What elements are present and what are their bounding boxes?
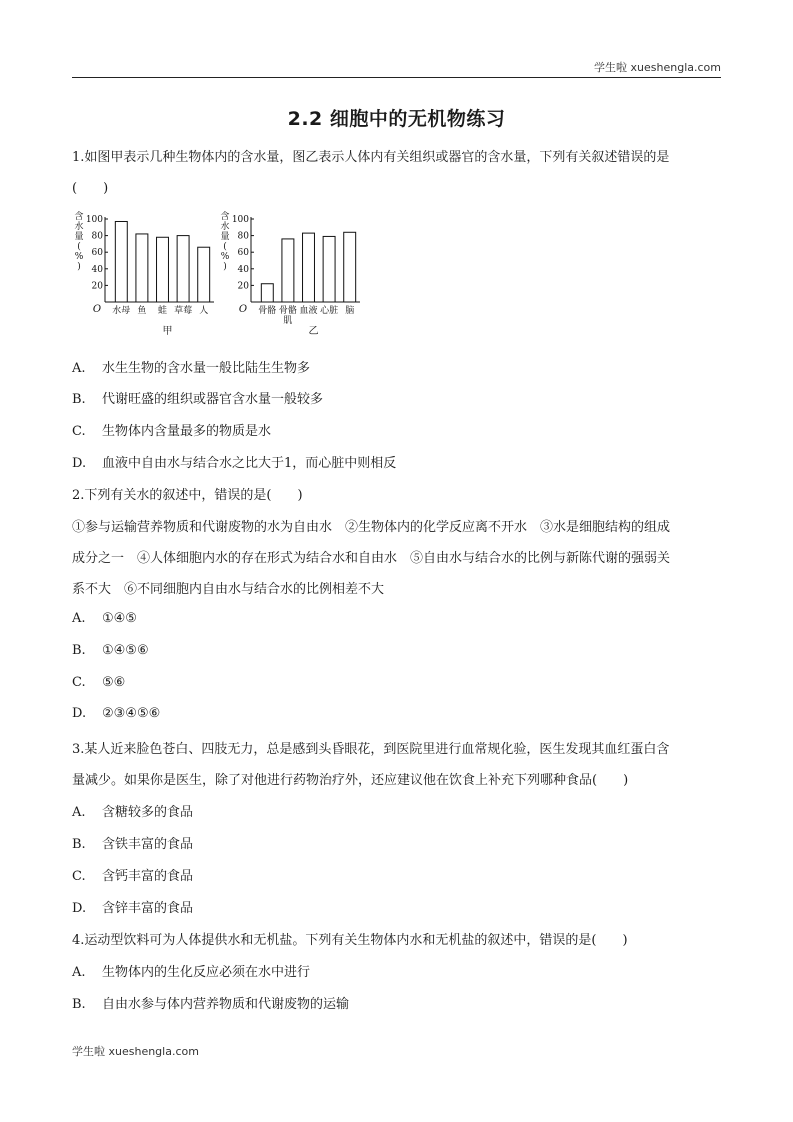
option-letter: D. xyxy=(72,706,87,721)
chart1-ylabel-char: 水 xyxy=(220,222,230,232)
chart0-category-label: 蛙 xyxy=(157,306,168,316)
option-text: 含锌丰富的食品 xyxy=(102,901,194,916)
chart0-ytick-label: 20 xyxy=(91,281,103,292)
q2-stem: 2.下列有关水的叙述中，错误的是( ) xyxy=(72,488,303,503)
option-letter: A. xyxy=(72,611,86,626)
q4-stem: 4.运动型饮料可为人体提供水和无机盐。下列有关生物体内水和无机盐的叙述中，错误的是( ) xyxy=(72,933,628,948)
option-letter: C. xyxy=(72,424,86,439)
option-text: 生物体内的生化反应必须在水中进行 xyxy=(102,965,311,980)
option-text: 含铁丰富的食品 xyxy=(102,837,194,852)
chart0-category-label: 人 xyxy=(199,306,209,316)
chart1-ylabel-char: ) xyxy=(223,262,227,272)
chart0-origin-label: O xyxy=(92,304,102,315)
chart-yi xyxy=(218,206,368,342)
chart1-category-label: 骨骼 xyxy=(278,306,297,316)
q2-statement-line2: 成分之一 ④人体细胞内水的存在形式为结合水和自由水 ⑤自由水与结合水的比例与新陈代谢的强弱关 xyxy=(72,551,671,566)
header-divider xyxy=(72,77,721,78)
header-site-label: 学生啦 xueshengla.com xyxy=(594,61,721,74)
chart1-category-label: 脑 xyxy=(345,306,355,316)
option-text: 含钙丰富的食品 xyxy=(102,869,194,884)
q1-stem-line2: ( ) xyxy=(72,181,109,196)
chart0-category-label: 草莓 xyxy=(174,306,193,316)
chart0-ytick-label: 80 xyxy=(91,231,103,242)
option-text: 血液中自由水与结合水之比大于1，而心脏中则相反 xyxy=(102,456,397,471)
page-title: 2.2 细胞中的无机物练习 xyxy=(287,108,506,130)
q1-option-b[interactable] xyxy=(72,388,323,407)
q2-option-b[interactable] xyxy=(72,643,149,658)
q3-stem-line1: 3.某人近来脸色苍白、四肢无力，总是感到头昏眼花，到医院里进行血常规化验，医生发现其血红蛋白含 xyxy=(72,742,670,757)
chart1-category-label: 血液 xyxy=(299,306,318,316)
q3-stem-line2: 量减少。如果你是医生，除了对他进行药物治疗外，还应建议他在饮食上补充下列哪种食品( ) xyxy=(72,773,629,788)
chart0-ylabel-char: 水 xyxy=(74,222,84,232)
option-letter: A. xyxy=(72,965,86,980)
option-text: ⑤⑥ xyxy=(102,675,126,690)
chart0-ylabel-char: ) xyxy=(77,262,81,272)
q1-option-d[interactable] xyxy=(72,452,396,471)
chart1-ylabel-char: % xyxy=(220,252,230,262)
chart1-bar xyxy=(303,233,315,302)
option-text: ②③④⑤⑥ xyxy=(102,706,161,721)
option-text: 生物体内含量最多的物质是水 xyxy=(102,424,272,439)
chart1-bar xyxy=(323,236,335,302)
chart0-title: 甲 xyxy=(162,326,173,337)
q4-option-b[interactable] xyxy=(72,993,349,1012)
footer-site-label: 学生啦 xueshengla.com xyxy=(72,1045,199,1058)
q2-statement-line1: ①参与运输营养物质和代谢废物的水为自由水 ②生物体内的化学反应离不开水 ③水是细胞结构的组成 xyxy=(72,520,671,535)
chart0-ylabel-char: ( xyxy=(77,242,81,252)
option-letter: A. xyxy=(72,361,86,376)
chart0-bar xyxy=(115,221,127,302)
chart1-ytick-label: 60 xyxy=(237,248,249,259)
q4-option-a[interactable] xyxy=(72,961,310,980)
chart0-bar xyxy=(177,236,189,302)
option-text: ①④⑤ xyxy=(102,611,137,626)
q3-option-b[interactable] xyxy=(72,833,193,852)
option-letter: D. xyxy=(72,901,87,916)
chart1-ytick-label: 20 xyxy=(237,281,249,292)
q3-option-a[interactable] xyxy=(72,801,193,820)
chart0-category-label: 鱼 xyxy=(137,306,147,316)
chart1-title: 乙 xyxy=(308,326,319,337)
q2-option-a[interactable] xyxy=(72,611,137,626)
chart0-category-label: 水母 xyxy=(112,306,131,316)
option-letter: A. xyxy=(72,805,86,820)
option-letter: C. xyxy=(72,869,86,884)
q1-option-a[interactable] xyxy=(72,357,310,376)
q1-option-c[interactable] xyxy=(72,420,271,439)
chart0-ytick-label: 100 xyxy=(85,215,103,225)
option-letter: C. xyxy=(72,675,86,690)
option-letter: B. xyxy=(72,837,86,852)
chart1-origin-label: O xyxy=(238,304,248,315)
option-text: 水生生物的含水量一般比陆生生物多 xyxy=(102,361,311,376)
chart1-ytick-label: 40 xyxy=(237,264,249,275)
chart0-ylabel-char: 含 xyxy=(74,212,84,222)
option-text: 自由水参与体内营养物质和代谢废物的运输 xyxy=(102,997,350,1012)
chart0-bar xyxy=(157,237,169,302)
q3-option-d[interactable] xyxy=(72,897,193,916)
q2-option-d[interactable] xyxy=(72,706,160,721)
chart0-bar xyxy=(136,234,148,302)
option-text: 含糖较多的食品 xyxy=(102,805,194,820)
chart1-ylabel-char: 量 xyxy=(220,232,230,242)
chart1-ylabel-char: ( xyxy=(223,242,227,252)
q2-option-c[interactable] xyxy=(72,675,125,690)
q3-option-c[interactable] xyxy=(72,865,193,884)
chart1-category-label: 心脏 xyxy=(320,306,339,316)
chart1-category-label-cont: 肌 xyxy=(283,316,293,326)
chart1-ylabel-char: 含 xyxy=(220,212,230,222)
option-text: ①④⑤⑥ xyxy=(102,643,149,658)
option-text: 代谢旺盛的组织或器官含水量一般较多 xyxy=(102,392,324,407)
chart0-ytick-label: 60 xyxy=(91,248,103,259)
chart1-bar xyxy=(261,284,273,302)
option-letter: D. xyxy=(72,456,87,471)
chart1-bar xyxy=(344,232,356,302)
option-letter: B. xyxy=(72,392,86,407)
chart0-bar xyxy=(198,247,210,302)
chart-jia xyxy=(72,206,222,342)
option-letter: B. xyxy=(72,997,86,1012)
q2-statement-line3: 系不大 ⑥不同细胞内自由水与结合水的比例相差不大 xyxy=(72,582,385,597)
chart0-ytick-label: 40 xyxy=(91,264,103,275)
chart0-ylabel-char: % xyxy=(74,252,84,262)
chart1-ytick-label: 80 xyxy=(237,231,249,242)
chart1-category-label: 骨骼 xyxy=(258,306,277,316)
option-letter: B. xyxy=(72,643,86,658)
chart1-bar xyxy=(282,239,294,302)
chart1-ytick-label: 100 xyxy=(231,215,249,225)
chart0-ylabel-char: 量 xyxy=(74,232,84,242)
q1-stem-line1: 1.如图甲表示几种生物体内的含水量，图乙表示人体内有关组织或器官的含水量，下列有关叙述错误的是 xyxy=(72,150,670,165)
